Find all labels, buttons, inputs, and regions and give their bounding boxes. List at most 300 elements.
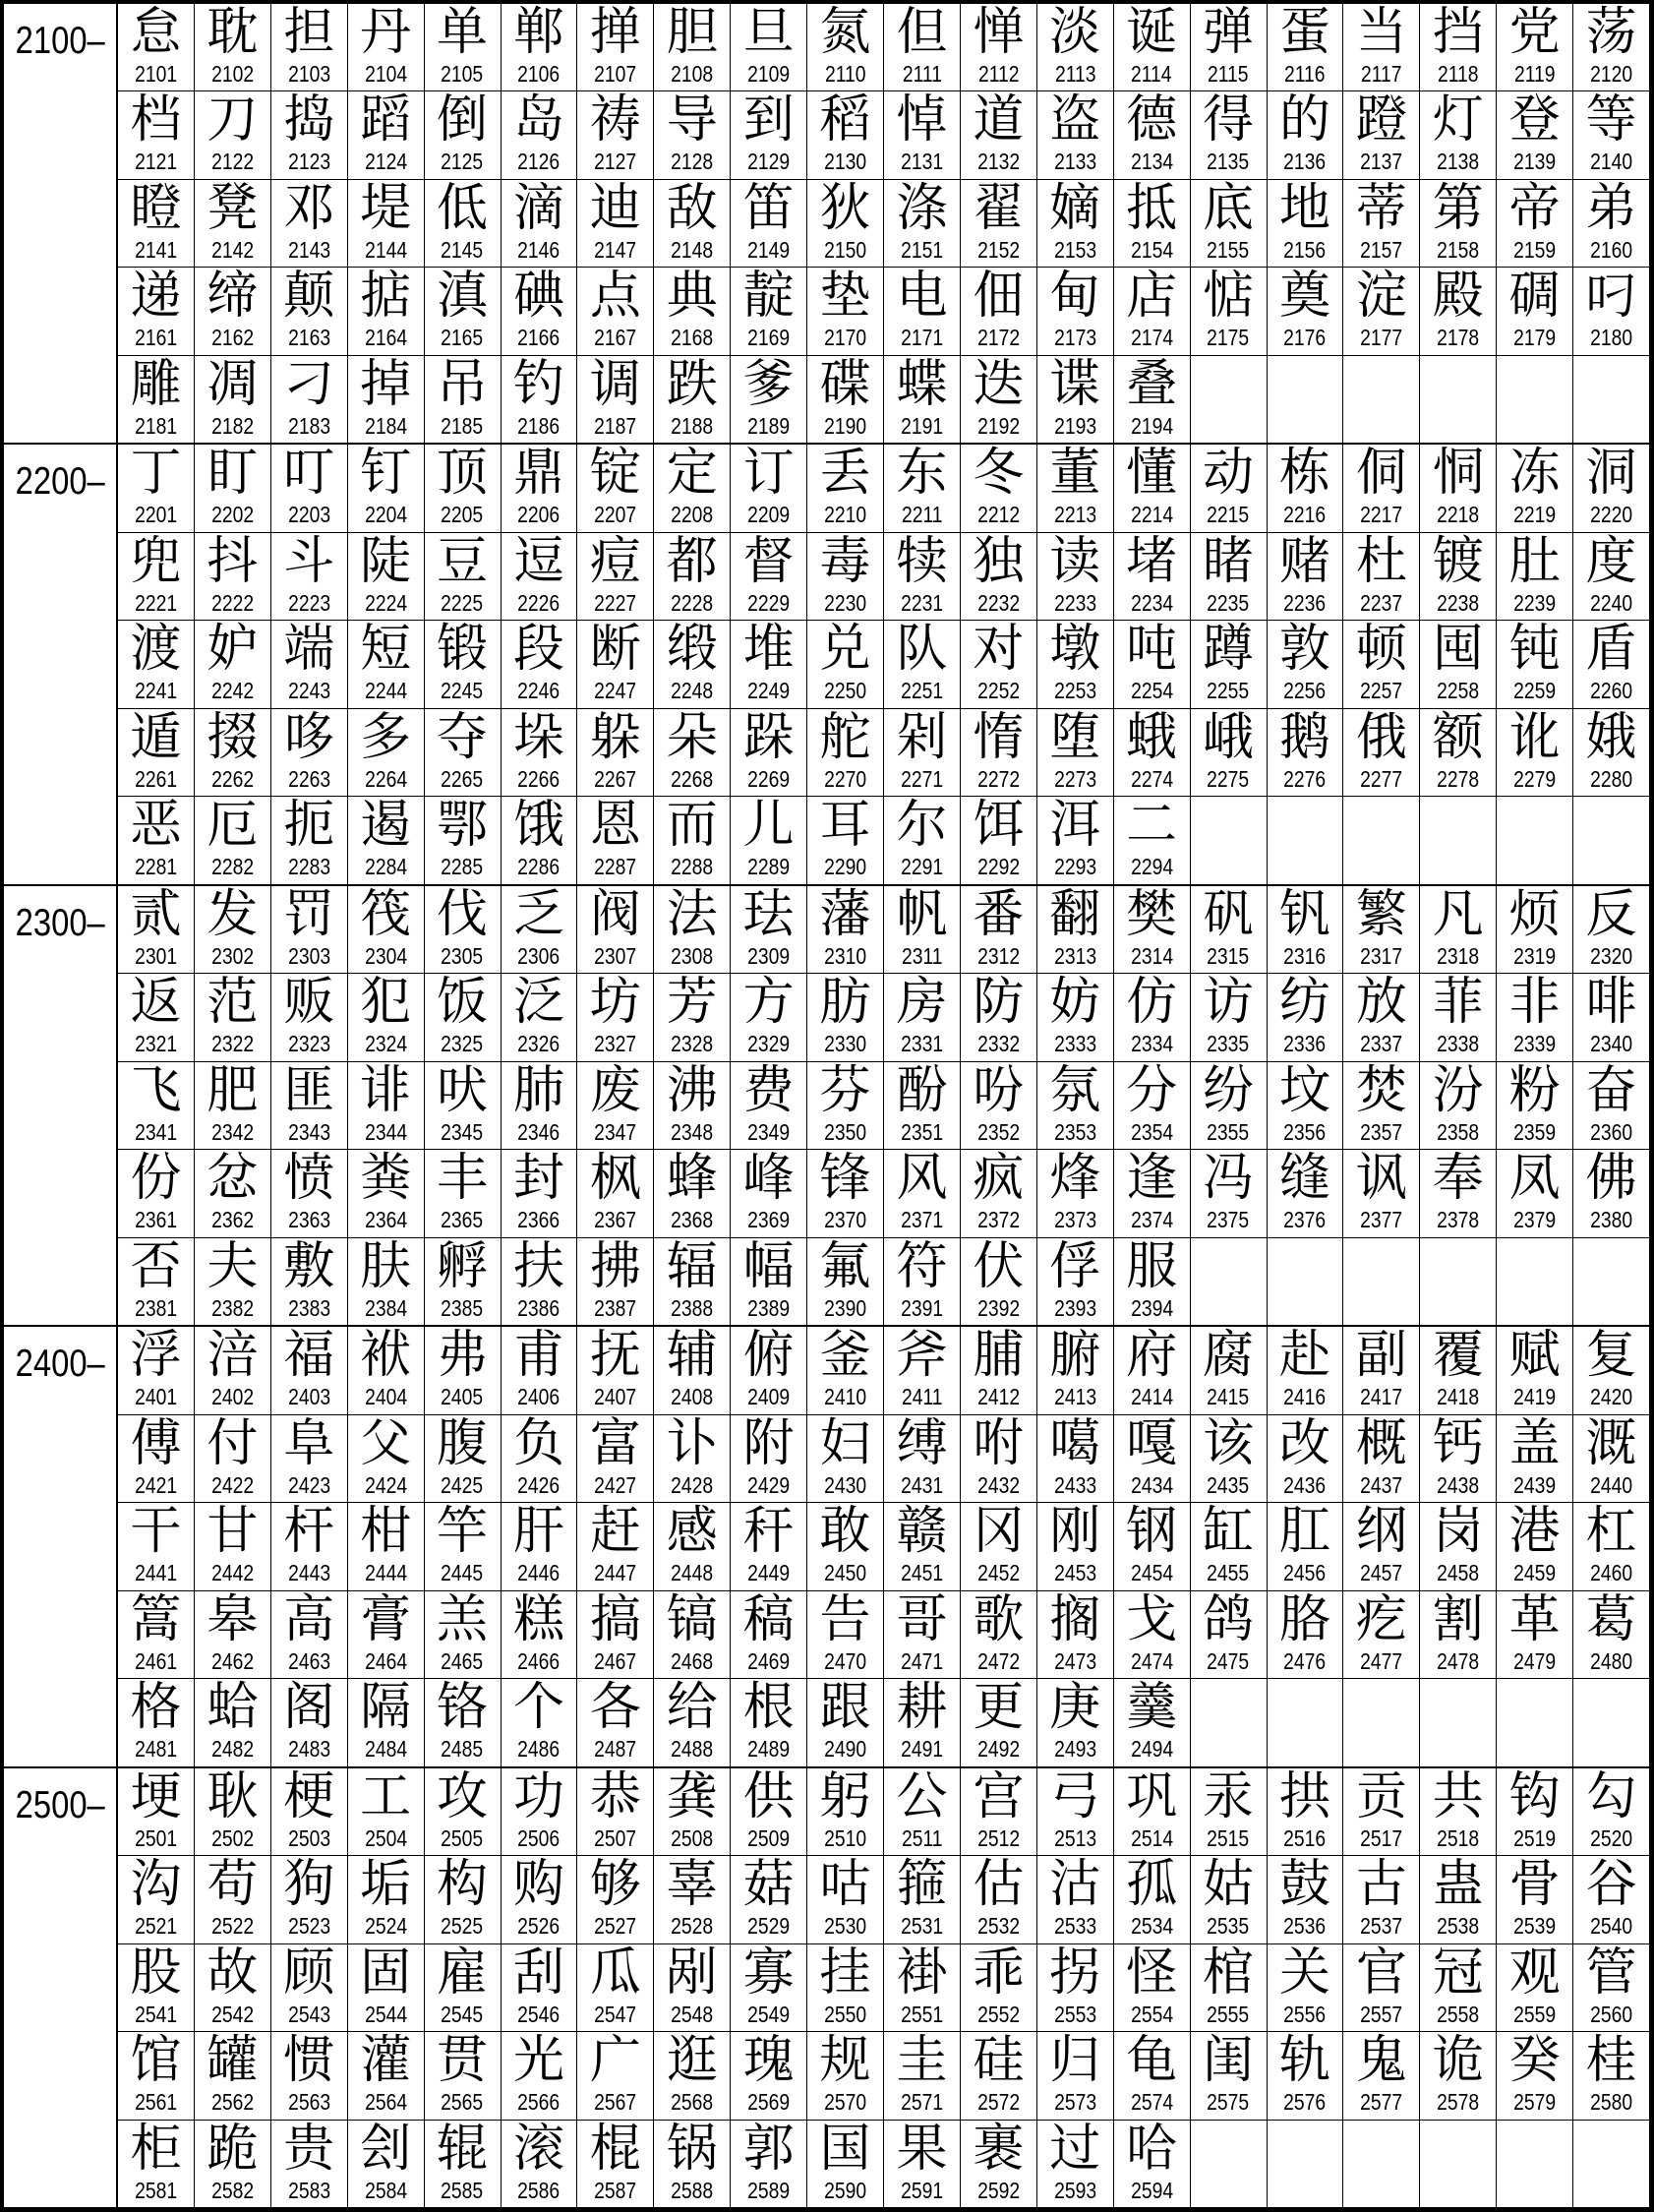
code-number: 2458 xyxy=(1437,1560,1480,1586)
code-number: 2247 xyxy=(594,678,637,704)
code-cell xyxy=(1191,974,1267,1060)
code-number: 2411 xyxy=(901,1384,943,1410)
code-number: 2162 xyxy=(210,325,254,351)
code-cell xyxy=(271,2121,347,2207)
hanzi-char: 耕 xyxy=(896,1679,948,1738)
code-cell xyxy=(425,1503,501,1589)
code-number: 2331 xyxy=(900,1031,943,1057)
hanzi-char: 镀 xyxy=(1432,532,1484,591)
code-cell xyxy=(807,1856,883,1943)
code-number: 2130 xyxy=(824,149,867,175)
code-cell xyxy=(1191,1503,1267,1589)
code-number: 2356 xyxy=(1283,1118,1327,1145)
code-cell xyxy=(1343,974,1419,1060)
code-cell xyxy=(1114,2032,1190,2119)
hanzi-char: 归 xyxy=(1049,2032,1101,2091)
code-number: 2461 xyxy=(134,1647,177,1674)
code-number: 2333 xyxy=(1053,1031,1096,1057)
code-number: 2273 xyxy=(1053,765,1096,792)
hanzi-char: 悼 xyxy=(896,91,948,150)
code-cell xyxy=(1343,709,1419,796)
code-number: 2168 xyxy=(671,325,714,351)
code-cell xyxy=(348,1944,424,2031)
code-number: 2454 xyxy=(1130,1560,1173,1586)
code-number: 2390 xyxy=(824,1294,867,1321)
code-number: 2211 xyxy=(901,502,943,528)
hanzi-char: 钒 xyxy=(1278,885,1330,944)
code-number: 2552 xyxy=(976,2001,1020,2027)
hanzi-char: 恩 xyxy=(589,797,641,856)
hanzi-char: 端 xyxy=(283,621,335,680)
empty-cell xyxy=(1191,2121,1267,2207)
code-number: 2541 xyxy=(134,2001,177,2027)
code-number: 2381 xyxy=(134,1294,177,1321)
hanzi-char: 缔 xyxy=(207,268,259,327)
code-cell xyxy=(577,2121,653,2207)
code-cell xyxy=(1114,91,1190,178)
empty-cell xyxy=(1420,356,1496,443)
hanzi-char: 返 xyxy=(130,974,182,1033)
hanzi-char: 逗 xyxy=(512,532,564,591)
code-number: 2449 xyxy=(747,1560,791,1586)
hanzi-char: 颠 xyxy=(283,268,335,327)
code-number: 2535 xyxy=(1207,1913,1250,1940)
hanzi-char: 俯 xyxy=(742,1327,795,1386)
code-cell xyxy=(1037,1503,1113,1589)
hanzi-char: 乖 xyxy=(973,1943,1025,2003)
code-number: 2274 xyxy=(1130,765,1173,792)
code-number: 2359 xyxy=(1513,1118,1557,1145)
code-number: 2392 xyxy=(976,1294,1020,1321)
code-number: 2443 xyxy=(287,1560,330,1586)
code-cell xyxy=(195,1062,270,1149)
code-number: 2330 xyxy=(824,1031,867,1057)
code-number: 2581 xyxy=(134,2177,177,2203)
code-cell xyxy=(195,445,270,531)
empty-cell xyxy=(1420,2121,1496,2207)
code-cell xyxy=(271,356,347,443)
hanzi-char: 敢 xyxy=(819,1503,871,1562)
code-number: 2241 xyxy=(134,678,177,704)
hanzi-char: 兜 xyxy=(130,532,182,591)
code-number: 2208 xyxy=(671,502,714,528)
code-cell xyxy=(271,180,347,267)
code-number: 2375 xyxy=(1207,1207,1250,1233)
code-number: 2174 xyxy=(1130,325,1173,351)
hanzi-char: 诽 xyxy=(360,1061,412,1120)
hanzi-char: 拐 xyxy=(1049,1943,1101,2003)
empty-cell xyxy=(1343,797,1419,883)
code-cell xyxy=(1497,1856,1572,1943)
code-number: 2329 xyxy=(747,1031,791,1057)
hanzi-char: 傅 xyxy=(130,1414,182,1473)
hanzi-char: 妇 xyxy=(819,1414,871,1473)
code-number: 2249 xyxy=(747,678,791,704)
code-cell xyxy=(425,1768,501,1855)
code-cell xyxy=(502,4,577,90)
hanzi-char: 癸 xyxy=(1508,2032,1561,2091)
hanzi-char: 裹 xyxy=(973,2120,1025,2179)
code-cell xyxy=(1343,1591,1419,1678)
code-cell xyxy=(1343,886,1419,973)
code-cell xyxy=(502,356,577,443)
hanzi-char: 扶 xyxy=(512,1237,564,1296)
hanzi-char: 购 xyxy=(512,1856,564,1915)
hanzi-char: 釜 xyxy=(819,1327,871,1386)
hanzi-char: 囤 xyxy=(1432,621,1484,680)
code-cell xyxy=(807,180,883,267)
code-number: 2374 xyxy=(1130,1207,1173,1233)
code-cell xyxy=(654,1150,730,1236)
code-cell xyxy=(118,4,194,90)
hanzi-char: 二 xyxy=(1126,797,1178,856)
code-cell xyxy=(271,1679,347,1765)
hanzi-char: 帝 xyxy=(1508,179,1561,238)
code-number: 2234 xyxy=(1130,589,1173,616)
code-cell xyxy=(654,533,730,620)
code-number: 2479 xyxy=(1513,1647,1557,1674)
code-number: 2450 xyxy=(824,1560,867,1586)
hanzi-char: 档 xyxy=(130,91,182,150)
hanzi-char: 腐 xyxy=(1203,1327,1255,1386)
code-cell xyxy=(1268,1944,1343,2031)
code-number: 2465 xyxy=(441,1647,484,1674)
hanzi-char: 丢 xyxy=(819,445,871,504)
code-number: 2154 xyxy=(1130,236,1173,263)
hanzi-char: 翟 xyxy=(973,179,1025,238)
hanzi-char: 缚 xyxy=(896,1414,948,1473)
code-number: 2550 xyxy=(824,2001,867,2027)
hanzi-char: 碟 xyxy=(819,355,871,414)
code-cell xyxy=(1191,886,1267,973)
hanzi-char: 观 xyxy=(1508,1943,1561,2003)
code-cell xyxy=(1343,445,1419,531)
code-cell xyxy=(271,886,347,973)
code-cell xyxy=(425,1150,501,1236)
hanzi-char: 锭 xyxy=(589,445,641,504)
code-number: 2591 xyxy=(900,2177,943,2203)
code-cell xyxy=(807,1591,883,1678)
code-number: 2368 xyxy=(671,1207,714,1233)
code-cell xyxy=(1497,709,1572,796)
code-cell xyxy=(577,533,653,620)
code-cell xyxy=(1191,1415,1267,1502)
hanzi-char: 更 xyxy=(973,1679,1025,1738)
hanzi-char: 攻 xyxy=(437,1767,489,1826)
code-cell xyxy=(807,533,883,620)
code-number: 2383 xyxy=(287,1294,330,1321)
code-cell xyxy=(1191,180,1267,267)
code-number: 2303 xyxy=(287,942,330,969)
hanzi-char: 冬 xyxy=(973,445,1025,504)
code-number: 2424 xyxy=(364,1471,407,1498)
code-cell xyxy=(1114,180,1190,267)
hanzi-char: 垢 xyxy=(360,1856,412,1915)
code-cell xyxy=(118,1944,194,2031)
code-number: 2268 xyxy=(671,765,714,792)
code-cell xyxy=(1191,533,1267,620)
hanzi-char: 闺 xyxy=(1203,2032,1255,2091)
code-number: 2484 xyxy=(364,1736,407,1763)
code-cell xyxy=(1497,1327,1572,1413)
hanzi-char: 杜 xyxy=(1355,532,1407,591)
code-number: 2444 xyxy=(364,1560,407,1586)
code-cell xyxy=(1191,268,1267,354)
hanzi-char: 扼 xyxy=(283,797,335,856)
code-number: 2586 xyxy=(517,2177,561,2203)
code-cell xyxy=(118,1768,194,1855)
code-cell xyxy=(271,4,347,90)
code-cell xyxy=(1114,1062,1190,1149)
code-cell xyxy=(118,1856,194,1943)
hanzi-char: 敷 xyxy=(283,1237,335,1296)
code-number: 2255 xyxy=(1207,678,1250,704)
hanzi-char: 逛 xyxy=(666,2032,718,2091)
hanzi-char: 寡 xyxy=(742,1943,795,2003)
code-cell xyxy=(502,268,577,354)
code-cell xyxy=(1037,1944,1113,2031)
code-cell xyxy=(1343,1768,1419,1855)
code-number: 2361 xyxy=(134,1207,177,1233)
code-cell xyxy=(1497,1768,1572,1855)
code-number: 2137 xyxy=(1360,149,1403,175)
code-number: 2186 xyxy=(517,412,561,439)
code-cell xyxy=(654,797,730,883)
code-cell xyxy=(1114,268,1190,354)
code-number: 2382 xyxy=(210,1294,254,1321)
code-cell xyxy=(271,797,347,883)
hanzi-char: 赶 xyxy=(589,1503,641,1562)
hanzi-char: 忿 xyxy=(207,1150,259,1209)
code-number: 2370 xyxy=(824,1207,867,1233)
code-number: 2593 xyxy=(1053,2177,1096,2203)
code-cell xyxy=(1268,1150,1343,1236)
code-cell xyxy=(1268,709,1343,796)
code-number: 2113 xyxy=(1054,61,1096,87)
code-number: 2474 xyxy=(1130,1647,1173,1674)
hanzi-char: 邓 xyxy=(283,179,335,238)
code-number: 2146 xyxy=(517,236,561,263)
code-cell xyxy=(654,1238,730,1325)
hanzi-char: 夫 xyxy=(207,1237,259,1296)
code-number: 2264 xyxy=(364,765,407,792)
hanzi-char: 氟 xyxy=(819,1237,871,1296)
code-cell xyxy=(118,445,194,531)
hanzi-char: 叮 xyxy=(283,445,335,504)
hanzi-char: 掸 xyxy=(589,4,641,62)
code-number: 2463 xyxy=(287,1647,330,1674)
code-cell xyxy=(731,1679,806,1765)
code-cell xyxy=(1573,4,1649,90)
code-number: 2577 xyxy=(1360,2089,1403,2116)
hanzi-char: 峰 xyxy=(742,1150,795,1209)
hanzi-char: 盯 xyxy=(207,445,259,504)
code-cell xyxy=(1268,1415,1343,1502)
code-cell xyxy=(807,2032,883,2119)
code-section xyxy=(4,1768,1649,2207)
hanzi-char: 歌 xyxy=(973,1590,1025,1649)
code-number: 2176 xyxy=(1283,325,1327,351)
code-cell xyxy=(195,621,270,707)
hanzi-char: 棺 xyxy=(1203,1943,1255,2003)
code-number: 2412 xyxy=(976,1384,1020,1410)
code-number: 2477 xyxy=(1360,1647,1403,1674)
code-cell xyxy=(961,1591,1036,1678)
hanzi-char: 都 xyxy=(666,532,718,591)
code-number: 2494 xyxy=(1130,1736,1173,1763)
code-number: 2575 xyxy=(1207,2089,1250,2116)
hanzi-char: 盖 xyxy=(1508,1414,1561,1473)
code-cell xyxy=(807,1327,883,1413)
code-cell xyxy=(654,1062,730,1149)
empty-cell xyxy=(1573,1679,1649,1765)
code-number: 2363 xyxy=(287,1207,330,1233)
code-cell xyxy=(1497,445,1572,531)
hanzi-char: 抚 xyxy=(589,1327,641,1386)
code-number: 2287 xyxy=(594,854,637,880)
code-number: 2567 xyxy=(594,2089,637,2116)
hanzi-char: 汾 xyxy=(1432,1061,1484,1120)
code-cell xyxy=(271,621,347,707)
code-cell xyxy=(884,2032,960,2119)
hanzi-char: 沽 xyxy=(1049,1856,1101,1915)
code-number: 2563 xyxy=(287,2089,330,2116)
hanzi-char: 岛 xyxy=(512,91,564,150)
hanzi-char: 导 xyxy=(666,91,718,150)
code-cell xyxy=(961,4,1036,90)
code-cell xyxy=(577,1591,653,1678)
hanzi-char: 遏 xyxy=(360,797,412,856)
code-cell xyxy=(807,2121,883,2207)
code-cell xyxy=(118,797,194,883)
hanzi-char: 耳 xyxy=(819,797,871,856)
code-number: 2148 xyxy=(671,236,714,263)
code-cell xyxy=(425,1415,501,1502)
hanzi-char: 甸 xyxy=(1049,268,1101,327)
code-cell xyxy=(1573,1327,1649,1413)
code-cell xyxy=(502,709,577,796)
code-cell xyxy=(118,1327,194,1413)
hanzi-char: 厄 xyxy=(207,797,259,856)
code-number: 2258 xyxy=(1437,678,1480,704)
code-cell xyxy=(502,1150,577,1236)
code-cell xyxy=(118,356,194,443)
code-number: 2432 xyxy=(976,1471,1020,1498)
hanzi-char: 诡 xyxy=(1432,2032,1484,2091)
code-cell xyxy=(577,1503,653,1589)
code-cell xyxy=(1268,1062,1343,1149)
code-cell xyxy=(195,886,270,973)
hanzi-char: 丰 xyxy=(437,1150,489,1209)
hanzi-char: 刮 xyxy=(512,1943,564,2003)
code-cell xyxy=(1037,1856,1113,1943)
code-number: 2325 xyxy=(441,1031,484,1057)
hanzi-char: 敦 xyxy=(1278,621,1330,680)
hanzi-char: 珐 xyxy=(742,885,795,944)
code-number: 2360 xyxy=(1590,1118,1633,1145)
code-number: 2159 xyxy=(1513,236,1557,263)
hanzi-char: 福 xyxy=(283,1327,335,1386)
hanzi-char: 瑰 xyxy=(742,2032,795,2091)
code-cell xyxy=(348,1238,424,1325)
hanzi-char: 尔 xyxy=(896,797,948,856)
hanzi-char: 蒂 xyxy=(1355,179,1407,238)
hanzi-char: 矾 xyxy=(1203,885,1255,944)
code-number: 2355 xyxy=(1207,1118,1250,1145)
hanzi-char: 盾 xyxy=(1585,621,1637,680)
hanzi-char: 府 xyxy=(1126,1327,1178,1386)
hanzi-char: 访 xyxy=(1203,974,1255,1033)
empty-cell xyxy=(1420,1679,1496,1765)
code-number: 2438 xyxy=(1437,1471,1480,1498)
code-number: 2343 xyxy=(287,1118,330,1145)
code-number: 2187 xyxy=(594,412,637,439)
hanzi-char: 吨 xyxy=(1126,621,1178,680)
code-number: 2527 xyxy=(594,1913,637,1940)
hanzi-char: 缎 xyxy=(666,621,718,680)
code-number: 2284 xyxy=(364,854,407,880)
hanzi-char: 躲 xyxy=(589,708,641,767)
code-number: 2442 xyxy=(210,1560,254,1586)
code-number: 2437 xyxy=(1360,1471,1403,1498)
hanzi-char: 舵 xyxy=(819,708,871,767)
code-number: 2393 xyxy=(1053,1294,1096,1321)
code-cell xyxy=(577,1944,653,2031)
hanzi-char: 凡 xyxy=(1432,885,1484,944)
code-cell xyxy=(1114,4,1190,90)
code-number: 2282 xyxy=(210,854,254,880)
code-cell xyxy=(654,268,730,354)
code-cell xyxy=(425,445,501,531)
code-number: 2110 xyxy=(824,61,866,87)
code-number: 2451 xyxy=(900,1560,943,1586)
code-number: 2487 xyxy=(594,1736,637,1763)
code-number: 2212 xyxy=(976,502,1020,528)
hanzi-char: 奋 xyxy=(1585,1061,1637,1120)
code-cell xyxy=(807,886,883,973)
code-cell xyxy=(425,709,501,796)
code-cell xyxy=(577,4,653,90)
hanzi-char: 垫 xyxy=(819,268,871,327)
code-number: 2362 xyxy=(210,1207,254,1233)
code-number: 2310 xyxy=(824,942,867,969)
hanzi-char: 吩 xyxy=(973,1061,1025,1120)
code-number: 2262 xyxy=(210,765,254,792)
hanzi-char: 拱 xyxy=(1278,1767,1330,1826)
code-cell xyxy=(118,268,194,354)
hanzi-char: 夺 xyxy=(437,708,489,767)
hanzi-char: 烽 xyxy=(1049,1150,1101,1209)
code-number: 2447 xyxy=(594,1560,637,1586)
code-cell xyxy=(577,621,653,707)
code-number: 2492 xyxy=(976,1736,1020,1763)
code-number: 2326 xyxy=(517,1031,561,1057)
code-number: 2236 xyxy=(1283,589,1327,616)
code-number: 2470 xyxy=(824,1647,867,1674)
code-cell xyxy=(425,1856,501,1943)
code-number: 2357 xyxy=(1360,1118,1403,1145)
code-cell xyxy=(1268,1503,1343,1589)
code-cell xyxy=(577,2032,653,2119)
hanzi-char: 缸 xyxy=(1203,1503,1255,1562)
code-cell xyxy=(1037,445,1113,531)
empty-cell xyxy=(1573,356,1649,443)
code-cell xyxy=(1420,621,1496,707)
hanzi-char: 吊 xyxy=(437,355,489,414)
hanzi-char: 顾 xyxy=(283,1943,335,2003)
hanzi-char: 讹 xyxy=(1508,708,1561,767)
code-cell xyxy=(348,268,424,354)
